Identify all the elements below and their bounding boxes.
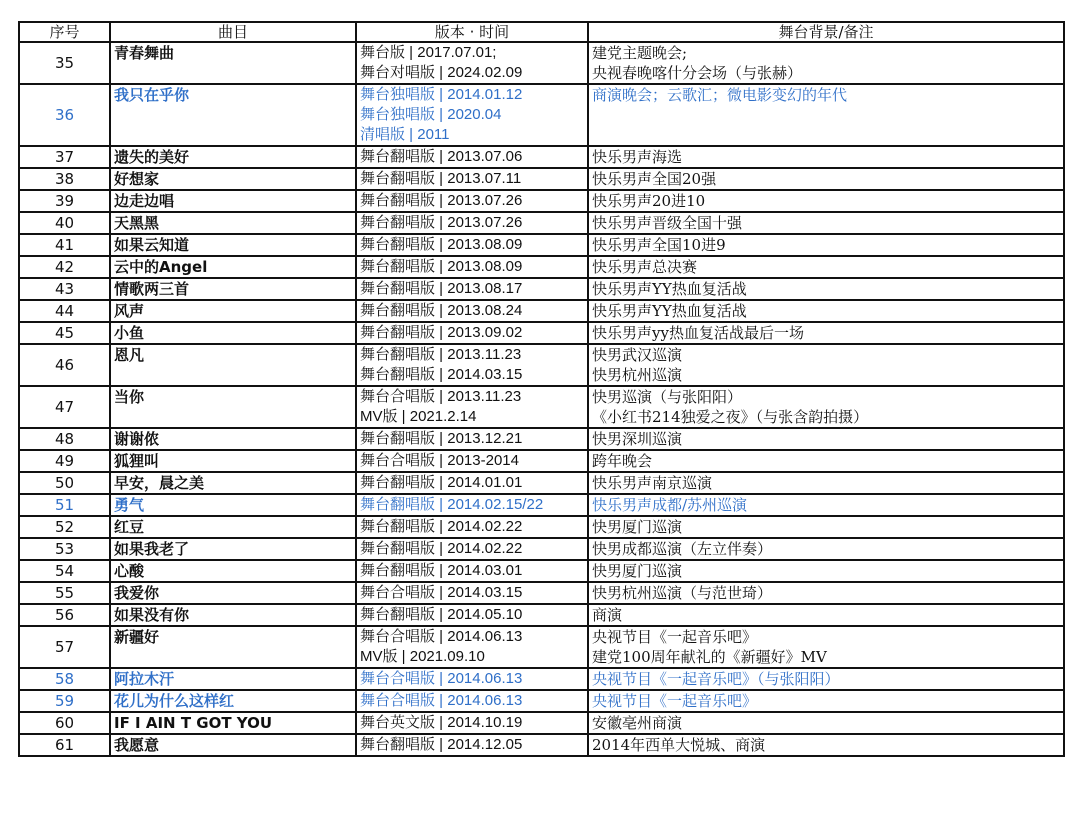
row-number: 54 <box>19 560 110 582</box>
row-number: 51 <box>19 494 110 516</box>
row-number: 44 <box>19 300 110 322</box>
note-line: 快乐男声全国20强 <box>592 170 717 188</box>
version-line: 舞台翻唱版 | 2013.08.24 <box>360 302 523 319</box>
song-title: 如果云知道 <box>110 234 356 256</box>
row-number: 60 <box>19 712 110 734</box>
version-line: 舞台翻唱版 | 2013.07.26 <box>360 214 523 231</box>
version-cell <box>356 428 588 450</box>
song-table <box>18 21 1065 757</box>
note-line: 快乐男声总决赛 <box>592 258 698 276</box>
note-cell <box>588 344 1064 386</box>
version-line: 舞台独唱版 | 2020.04 <box>360 106 502 123</box>
version-cell <box>356 256 588 278</box>
header-note: 舞台背景/备注 <box>588 22 1064 42</box>
table-row <box>19 212 1064 234</box>
version-cell <box>356 168 588 190</box>
version-line: 舞台翻唱版 | 2014.05.10 <box>360 606 523 623</box>
song-title: 早安，晨之美 <box>110 472 356 494</box>
song-title: 情歌两三首 <box>110 278 356 300</box>
version-line: 舞台翻唱版 | 2013.08.17 <box>360 280 523 297</box>
table-row <box>19 668 1064 690</box>
version-cell <box>356 42 588 84</box>
note-cell <box>588 322 1064 344</box>
row-number: 48 <box>19 428 110 450</box>
note-line: 建党主题晚会; <box>592 44 688 62</box>
note-cell <box>588 428 1064 450</box>
row-number: 38 <box>19 168 110 190</box>
version-line: 舞台翻唱版 | 2014.02.15/22 <box>360 496 544 513</box>
version-cell <box>356 626 588 668</box>
version-line: 舞台合唱版 | 2013.11.23 <box>360 388 522 405</box>
table-row <box>19 472 1064 494</box>
table-row <box>19 582 1064 604</box>
version-cell <box>356 322 588 344</box>
version-line: 舞台翻唱版 | 2013.12.21 <box>360 430 523 447</box>
note-line: 快男厦门巡演 <box>592 562 683 580</box>
header-song: 曲目 <box>110 22 356 42</box>
table-row <box>19 386 1064 428</box>
version-cell <box>356 668 588 690</box>
note-line: 快男厦门巡演 <box>592 518 683 536</box>
note-line: 快乐男声南京巡演 <box>592 474 713 492</box>
table-row <box>19 560 1064 582</box>
note-line: 快男杭州巡演 <box>592 366 683 384</box>
header-row <box>19 22 1064 42</box>
version-line: 舞台翻唱版 | 2014.01.01 <box>360 474 523 491</box>
note-cell <box>588 84 1064 146</box>
note-cell <box>588 472 1064 494</box>
song-title: IF I AIN T GOT YOU <box>110 712 356 734</box>
note-line: 建党100周年献礼的《新疆好》MV <box>592 648 827 666</box>
version-line: 舞台翻唱版 | 2013.08.09 <box>360 236 523 253</box>
version-line: MV版 | 2021.2.14 <box>360 408 477 425</box>
song-title: 心酸 <box>110 560 356 582</box>
version-cell <box>356 450 588 472</box>
row-number: 61 <box>19 734 110 756</box>
version-cell <box>356 582 588 604</box>
row-number: 56 <box>19 604 110 626</box>
note-line: 央视春晚喀什分会场（与张赫） <box>592 64 803 82</box>
version-cell <box>356 146 588 168</box>
version-cell <box>356 300 588 322</box>
song-title: 天黑黑 <box>110 212 356 234</box>
note-line: 快乐男声yy热血复活战最后一场 <box>592 324 804 342</box>
version-line: 舞台翻唱版 | 2014.02.22 <box>360 518 523 535</box>
version-line: 舞台翻唱版 | 2013.08.09 <box>360 258 523 275</box>
note-line: 快乐男声晋级全国十强 <box>592 214 743 232</box>
song-title: 我爱你 <box>110 582 356 604</box>
note-line: 《小红书214独爱之夜》（与张含韵拍摄） <box>592 408 869 426</box>
song-title: 勇气 <box>110 494 356 516</box>
note-line: 快乐男声20进10 <box>592 192 706 210</box>
table-row <box>19 450 1064 472</box>
note-line: 商演晚会；云歌汇；微电影变幻的年代 <box>592 86 848 104</box>
version-line: 舞台对唱版 | 2024.02.09 <box>360 64 523 81</box>
note-line: 快乐男声成都/苏州巡演 <box>592 496 748 514</box>
version-line: 舞台合唱版 | 2013-2014 <box>360 452 519 469</box>
table-row <box>19 626 1064 668</box>
note-line: 快男巡演（与张阳阳） <box>592 388 743 406</box>
song-title: 红豆 <box>110 516 356 538</box>
version-line: 舞台翻唱版 | 2013.07.26 <box>360 192 523 209</box>
row-number: 36 <box>19 84 110 146</box>
note-line: 快乐男声全国10进9 <box>592 236 726 254</box>
note-line: 快男成都巡演（左立伴奏） <box>592 540 773 558</box>
table-body <box>19 42 1064 756</box>
row-number: 46 <box>19 344 110 386</box>
song-title: 新疆好 <box>110 626 356 668</box>
note-cell <box>588 42 1064 84</box>
note-cell <box>588 712 1064 734</box>
note-line: 2014年西单大悦城、商演 <box>592 736 766 754</box>
row-number: 58 <box>19 668 110 690</box>
note-cell <box>588 168 1064 190</box>
row-number: 45 <box>19 322 110 344</box>
note-line: 快乐男声YY热血复活战 <box>592 302 747 320</box>
note-cell <box>588 256 1064 278</box>
table-row <box>19 428 1064 450</box>
row-number: 43 <box>19 278 110 300</box>
table-row <box>19 538 1064 560</box>
row-number: 42 <box>19 256 110 278</box>
note-line: 央视节目《一起音乐吧》 <box>592 692 758 710</box>
version-cell <box>356 494 588 516</box>
table-row <box>19 516 1064 538</box>
note-cell <box>588 582 1064 604</box>
note-line: 安徽亳州商演 <box>592 714 683 732</box>
version-line: 舞台翻唱版 | 2014.03.01 <box>360 562 523 579</box>
row-number: 47 <box>19 386 110 428</box>
version-line: 舞台合唱版 | 2014.03.15 <box>360 584 523 601</box>
header-number: 序号 <box>19 22 110 42</box>
row-number: 49 <box>19 450 110 472</box>
version-cell <box>356 560 588 582</box>
song-title: 遗失的美好 <box>110 146 356 168</box>
note-cell <box>588 538 1064 560</box>
note-cell <box>588 560 1064 582</box>
table-row <box>19 690 1064 712</box>
note-cell <box>588 668 1064 690</box>
note-cell <box>588 626 1064 668</box>
row-number: 40 <box>19 212 110 234</box>
note-line: 快乐男声海选 <box>592 148 683 166</box>
version-cell <box>356 212 588 234</box>
song-title: 好想家 <box>110 168 356 190</box>
row-number: 59 <box>19 690 110 712</box>
version-line: 舞台翻唱版 | 2014.03.15 <box>360 366 523 383</box>
table-row <box>19 604 1064 626</box>
table-row <box>19 734 1064 756</box>
note-line: 快男武汉巡演 <box>592 346 683 364</box>
table-row <box>19 146 1064 168</box>
version-line: 舞台翻唱版 | 2013.07.11 <box>360 170 522 187</box>
version-line: 舞台合唱版 | 2014.06.13 <box>360 670 523 687</box>
note-cell <box>588 690 1064 712</box>
version-cell <box>356 690 588 712</box>
version-line: 舞台版 | 2017.07.01; <box>360 44 497 61</box>
song-title: 风声 <box>110 300 356 322</box>
note-cell <box>588 516 1064 538</box>
version-cell <box>356 386 588 428</box>
table-row <box>19 84 1064 146</box>
note-cell <box>588 604 1064 626</box>
version-line: 舞台翻唱版 | 2014.12.05 <box>360 736 523 753</box>
version-cell <box>356 538 588 560</box>
version-cell <box>356 278 588 300</box>
note-cell <box>588 450 1064 472</box>
version-cell <box>356 472 588 494</box>
version-line: 舞台合唱版 | 2014.06.13 <box>360 692 523 709</box>
version-cell <box>356 234 588 256</box>
version-line: 舞台英文版 | 2014.10.19 <box>360 714 523 731</box>
row-number: 39 <box>19 190 110 212</box>
note-cell <box>588 212 1064 234</box>
version-line: 舞台翻唱版 | 2014.02.22 <box>360 540 523 557</box>
table-row <box>19 322 1064 344</box>
version-line: 舞台翻唱版 | 2013.07.06 <box>360 148 523 165</box>
table-row <box>19 234 1064 256</box>
row-number: 52 <box>19 516 110 538</box>
note-cell <box>588 386 1064 428</box>
song-title: 边走边唱 <box>110 190 356 212</box>
version-cell <box>356 734 588 756</box>
table-row <box>19 190 1064 212</box>
note-cell <box>588 146 1064 168</box>
table-row <box>19 494 1064 516</box>
note-line: 央视节目《一起音乐吧》（与张阳阳） <box>592 670 840 688</box>
version-cell <box>356 516 588 538</box>
table-row <box>19 256 1064 278</box>
row-number: 55 <box>19 582 110 604</box>
note-line: 快男深圳巡演 <box>592 430 683 448</box>
table-row <box>19 712 1064 734</box>
note-line: 央视节目《一起音乐吧》 <box>592 628 758 646</box>
note-line: 快男杭州巡演（与范世琦） <box>592 584 773 602</box>
note-cell <box>588 300 1064 322</box>
row-number: 57 <box>19 626 110 668</box>
table-row <box>19 42 1064 84</box>
header-version: 版本 · 时间 <box>356 22 588 42</box>
table-row <box>19 344 1064 386</box>
version-cell <box>356 604 588 626</box>
song-title: 恩凡 <box>110 344 356 386</box>
song-title: 如果没有你 <box>110 604 356 626</box>
note-line: 快乐男声YY热血复活战 <box>592 280 747 298</box>
song-title: 青春舞曲 <box>110 42 356 84</box>
version-line: 舞台翻唱版 | 2013.09.02 <box>360 324 523 341</box>
row-number: 37 <box>19 146 110 168</box>
table-row <box>19 300 1064 322</box>
version-cell <box>356 190 588 212</box>
row-number: 35 <box>19 42 110 84</box>
version-cell <box>356 712 588 734</box>
note-line: 商演 <box>592 606 623 624</box>
note-cell <box>588 190 1064 212</box>
song-title: 谢谢侬 <box>110 428 356 450</box>
song-title: 云中的Angel <box>110 256 356 278</box>
note-cell <box>588 734 1064 756</box>
song-title: 狐狸叫 <box>110 450 356 472</box>
version-line: 舞台独唱版 | 2014.01.12 <box>360 86 523 103</box>
version-line: 清唱版 | 2011 <box>360 126 450 143</box>
row-number: 50 <box>19 472 110 494</box>
song-title: 阿拉木汗 <box>110 668 356 690</box>
song-title: 花儿为什么这样红 <box>110 690 356 712</box>
note-line: 跨年晚会 <box>592 452 653 470</box>
row-number: 41 <box>19 234 110 256</box>
note-cell <box>588 234 1064 256</box>
song-title: 小鱼 <box>110 322 356 344</box>
version-line: 舞台合唱版 | 2014.06.13 <box>360 628 523 645</box>
song-title: 我愿意 <box>110 734 356 756</box>
song-title: 当你 <box>110 386 356 428</box>
note-cell <box>588 494 1064 516</box>
song-title: 如果我老了 <box>110 538 356 560</box>
table-row <box>19 168 1064 190</box>
song-title: 我只在乎你 <box>110 84 356 146</box>
version-line: 舞台翻唱版 | 2013.11.23 <box>360 346 522 363</box>
version-line: MV版 | 2021.09.10 <box>360 648 485 665</box>
version-cell <box>356 344 588 386</box>
version-cell <box>356 84 588 146</box>
table-row <box>19 278 1064 300</box>
note-cell <box>588 278 1064 300</box>
row-number: 53 <box>19 538 110 560</box>
